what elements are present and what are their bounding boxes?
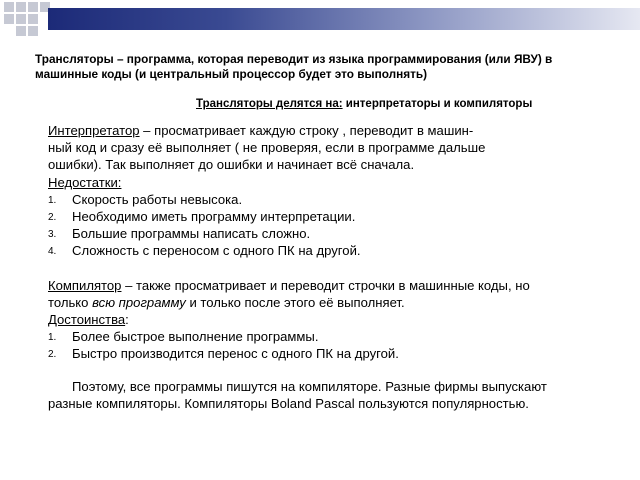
list-item-text: Большие программы написать сложно. xyxy=(72,226,311,242)
list-item-text: Сложность с переносом с одного ПК на другой. xyxy=(72,243,361,259)
decorative-square xyxy=(16,14,26,24)
list-number: 1. xyxy=(48,332,57,344)
list-item xyxy=(48,208,603,225)
disadvantages-list xyxy=(48,191,603,260)
decorative-square xyxy=(16,2,26,12)
interpreter-term: Интерпретатор xyxy=(48,123,140,138)
list-item xyxy=(48,345,603,362)
heading-line: машинные коды (и центральный процессор будет это выполнять) xyxy=(35,67,428,81)
list-item-text: Более быстрое выполнение программы. xyxy=(72,329,319,345)
conclusion xyxy=(48,378,603,412)
translator-types-value: интерпретаторы и компиляторы xyxy=(342,98,533,110)
compiler-text-fragment: и только после этого её выполняет. xyxy=(185,294,405,310)
conclusion-line: разные компиляторы. Компиляторы Boland Pascal пользуются популярностью. xyxy=(48,395,529,411)
disadvantages-title: Недостатки: xyxy=(48,174,122,190)
advantages-title-line xyxy=(48,311,603,328)
translator-types-label: Трансляторы делятся на: xyxy=(196,98,343,110)
list-item-text: Необходимо иметь программу интерпретации. xyxy=(72,209,356,225)
compiler-term: Компилятор xyxy=(48,277,122,293)
compiler-text-fragment: только xyxy=(48,294,93,310)
advantages-list xyxy=(48,328,603,362)
compiler-text-line xyxy=(48,294,603,311)
conclusion-line: Поэтому, все программы пишутся на компиляторе. Разные фирмы выпускают xyxy=(72,378,547,394)
list-number: 3. xyxy=(48,229,57,241)
decorative-square xyxy=(4,2,14,12)
list-number: 4. xyxy=(48,246,57,258)
decorative-square xyxy=(16,26,26,36)
list-number: 2. xyxy=(48,349,57,361)
slide-body xyxy=(48,122,603,412)
interpreter-text-line: ошибки). Так выполняет до ошибки и начинает всё сначала. xyxy=(48,157,415,173)
list-number: 2. xyxy=(48,212,57,224)
decorative-square xyxy=(28,26,38,36)
list-item xyxy=(48,328,603,345)
list-item xyxy=(48,242,603,259)
interpreter-definition xyxy=(48,122,603,139)
decorative-square xyxy=(28,2,38,12)
compiler-definition xyxy=(48,277,603,294)
list-item-text: Быстро производится перенос с одного ПК на другой. xyxy=(72,346,399,362)
advantages-colon: : xyxy=(125,312,129,328)
interpreter-text-line: ный код и сразу её выполняет ( не проверяя, если в программе дальше xyxy=(48,140,486,156)
decorative-square xyxy=(4,14,14,24)
heading-line: Трансляторы – программа, которая переводит из языка программирования (или ЯВУ) в xyxy=(35,52,553,66)
translator-types-line xyxy=(196,97,532,111)
compiler-emphasis: всю программу xyxy=(92,294,186,310)
interpreter-section xyxy=(48,122,603,260)
interpreter-text-line: – просматривает каждую строку , переводит в машин- xyxy=(139,123,474,138)
slide-heading xyxy=(35,52,605,82)
list-item xyxy=(48,225,603,242)
list-number: 1. xyxy=(48,194,57,206)
compiler-section xyxy=(48,277,603,363)
decorative-square xyxy=(28,14,38,24)
list-item xyxy=(48,191,603,208)
title-banner xyxy=(48,8,640,30)
advantages-title: Достоинства xyxy=(48,312,126,328)
compiler-text-line: – также просматривает и переводит строчки в машинные коды, но xyxy=(121,277,530,293)
list-item-text: Скорость работы невысока. xyxy=(72,191,243,207)
